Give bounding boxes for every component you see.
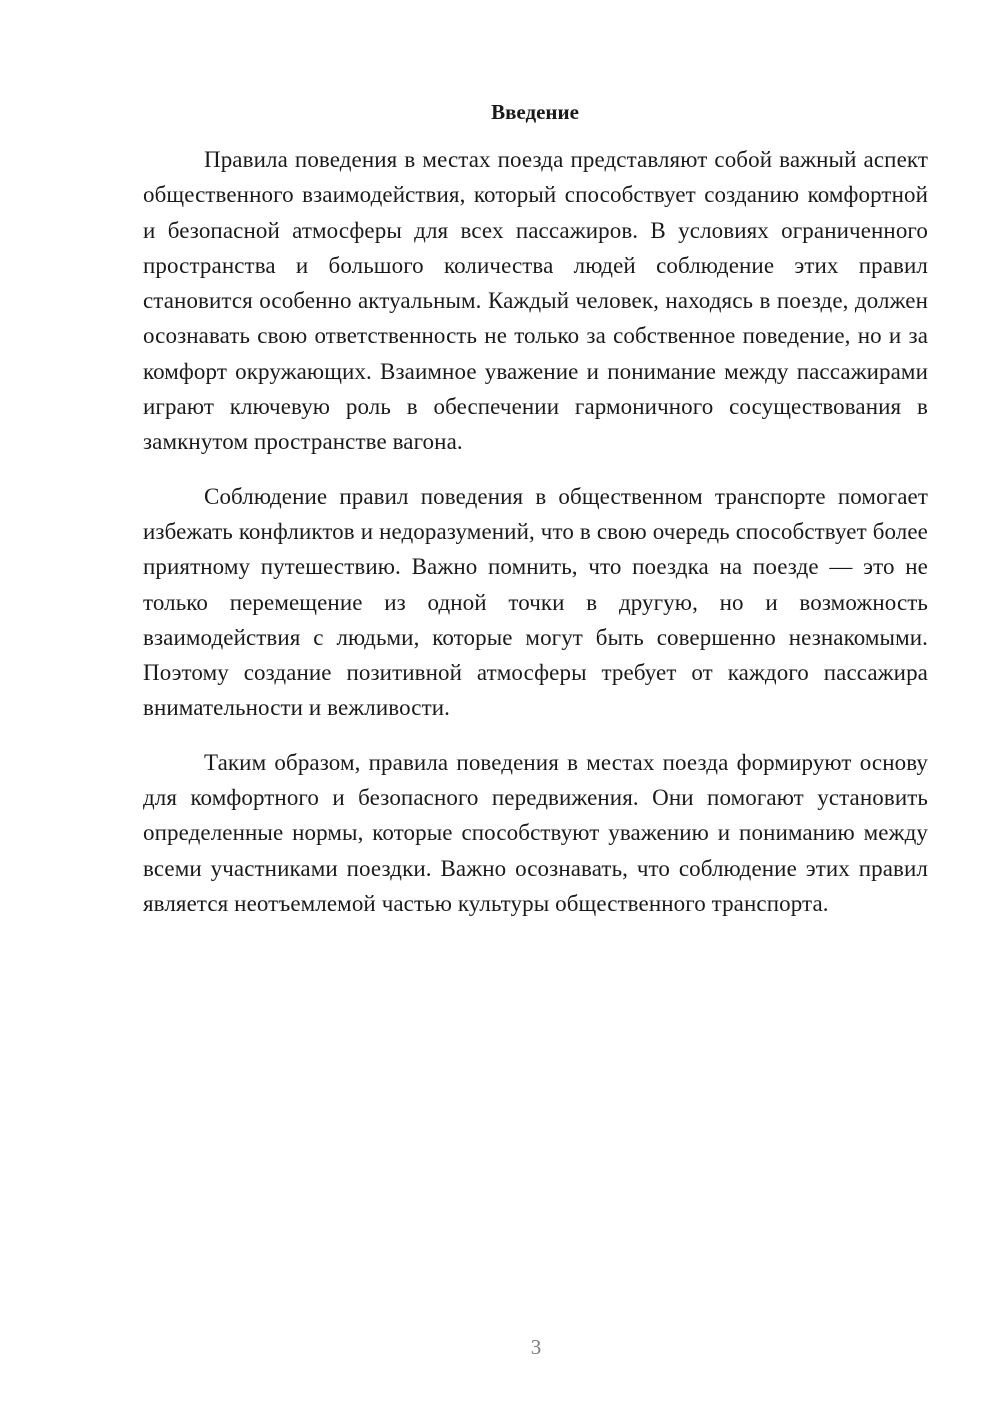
paragraph-2: Соблюдение правил поведения в общественном транспорте помогает избежать конфликтов и недоразумений, что в свою очередь способствует более приятному путешествию. Важно помнить, что поездка на поезде — это не только перемещение из одной точки в другую, но и возможность взаимодействия с людьми, которые могут быть совершенно незнакомыми. Поэтому создание позитивной атмосферы требует от каждого пассажира внимательности и вежливости. xyxy=(143,483,928,721)
section-heading: Введение xyxy=(491,100,579,124)
body-text xyxy=(143,142,928,921)
paragraph-3: Таким образом, правила поведения в местах поезда формируют основу для комфортного и безопасного передвижения. Они помогают установить определенные нормы, которые способствуют уважению и пониманию между всеми участниками поездки. Важно осознавать, что соблюдение этих правил является неотъемлемой частью культуры общественного транспорта. xyxy=(143,749,928,916)
paragraph-1: Правила поведения в местах поезда представляют собой важный аспект общественного взаимодействия, который способствует созданию комфортной и безопасной атмосферы для всех пассажиров. В условиях ограниченного пространства и большого количества людей соблюдение этих правил становится особенно актуальным. Каждый человек, находясь в поезде, должен осознавать свою ответственность не только за собственное поведение, но и за комфорт окружающих. Взаимное уважение и понимание между пассажирами играют ключевую роль в обеспечении гармоничного сосуществования в замкнутом пространстве вагона. xyxy=(143,147,928,455)
page-number: 3 xyxy=(530,1335,542,1359)
